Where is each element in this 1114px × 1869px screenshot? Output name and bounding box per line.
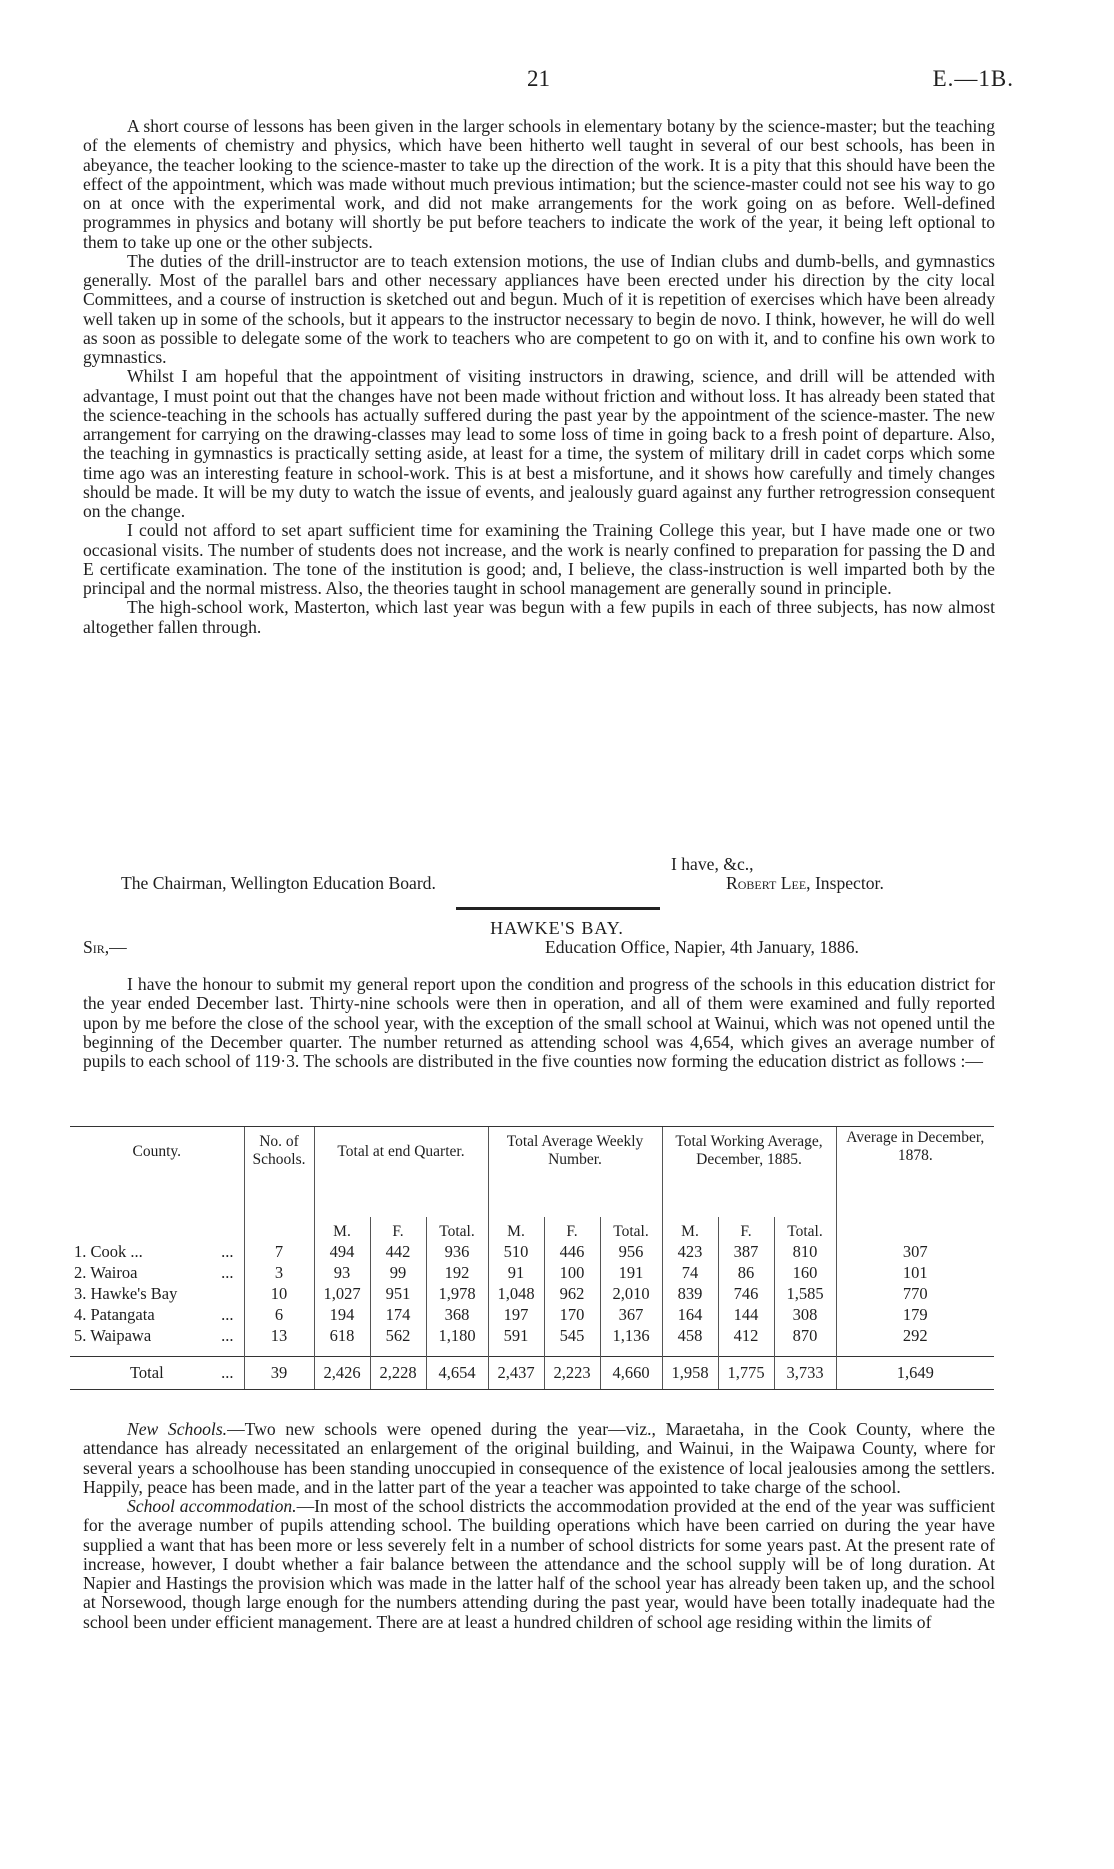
cell-wk-f: 170: [544, 1304, 600, 1325]
paragraph-training-college: I could not afford to set apart sufficient time for examining the Training College this year, but I have made one or two occasional visits. The number of students does not increase, and the work is nearly confined to preparation for passing the D and E certificate examination. The tone of the institution is good; and, I believe, the class-instruction is well imparted both by the principal and the normal mistress. Also, the theories taught in school management are generally sound in principle.: [83, 520, 995, 598]
cell-wk-m: 510: [488, 1241, 544, 1262]
leader-dots: ...: [221, 1304, 234, 1324]
county-label: 5. Waipawa: [74, 1325, 152, 1345]
wellington-report-body: [83, 117, 995, 637]
county-label: 2. Wairoa: [74, 1262, 138, 1282]
cell-wk-f: 962: [544, 1283, 600, 1304]
cell-wk-t: 956: [600, 1241, 662, 1262]
header-weekly-number: Total Average Weekly Number.: [488, 1127, 662, 1218]
cell-eq-m: 494: [314, 1241, 370, 1262]
sub-f: F.: [544, 1217, 600, 1241]
cell-eq-f: 951: [370, 1283, 426, 1304]
header-county: County.: [70, 1127, 244, 1218]
salutation: Sir,—: [83, 937, 127, 957]
cell-schools: 6: [244, 1304, 314, 1325]
cell-wa-m: 423: [662, 1241, 718, 1262]
cell-wk-t: 367: [600, 1304, 662, 1325]
table-row: [70, 1283, 994, 1304]
leader-dots: ...: [221, 1262, 234, 1282]
sub-f: F.: [718, 1217, 774, 1241]
cell-schools: 3: [244, 1262, 314, 1283]
cell-wk-t: 1,136: [600, 1325, 662, 1346]
cell-eq-f: 2,228: [370, 1356, 426, 1389]
statistics-table: [70, 1126, 994, 1390]
cell-wa-f: 412: [718, 1325, 774, 1346]
cell-wa-m: 839: [662, 1283, 718, 1304]
cell-wa-m: 458: [662, 1325, 718, 1346]
county-label: 3. Hawke's Bay: [74, 1283, 178, 1303]
county-label: 4. Patangata: [74, 1304, 155, 1324]
table-header-row: [70, 1127, 994, 1218]
cell-wa-t: 870: [774, 1325, 836, 1346]
table-row: [70, 1241, 994, 1262]
cell-wa-t: 308: [774, 1304, 836, 1325]
sub-m: M.: [488, 1217, 544, 1241]
county-label: 1. Cook ...: [74, 1241, 143, 1261]
cell-wk-f: 545: [544, 1325, 600, 1346]
county-label: Total: [130, 1362, 164, 1382]
new-schools-title: New Schools.: [127, 1419, 228, 1439]
cell-eq-t: 936: [426, 1241, 488, 1262]
cell-avg: 179: [836, 1304, 994, 1325]
cell-wa-m: 1,958: [662, 1356, 718, 1389]
paragraph-science: A short course of lessons has been given in the larger schools in elementary botany by the science-master; but the teaching of the elements of chemistry and physics, which have been hitherto well taught in several of our best schools, has been in abeyance, the teacher looking to the science-master to take up the direction of the work. It is a pity that this should have been the effect of the appointment, which was made without much previous intimation; but the science-master could not see his way to go on at once with the experimental work, and did not make arrangements for the work going on as before. Well-defined programmes in physics and botany will shortly be put before teachers to indicate the work of the year, it being left optional to them to take up one or the other subjects.: [83, 116, 995, 252]
cell-avg: 1,649: [836, 1356, 994, 1389]
cell-wk-m: 91: [488, 1262, 544, 1283]
cell-schools: 7: [244, 1241, 314, 1262]
cell-wk-m: 1,048: [488, 1283, 544, 1304]
cell-wk-m: 197: [488, 1304, 544, 1325]
cell-eq-m: 618: [314, 1325, 370, 1346]
paragraph-high-school: The high-school work, Masterton, which last year was begun with a few pupils in each of three subjects, has now almost altogether fallen through.: [83, 597, 995, 637]
cell-eq-m: 1,027: [314, 1283, 370, 1304]
table-row: [70, 1304, 994, 1325]
signature-title: , Inspector.: [806, 873, 884, 893]
county-name: [70, 1356, 244, 1389]
page-number: 21: [527, 66, 550, 91]
cell-wa-t: 1,585: [774, 1283, 836, 1304]
cell-wk-f: 2,223: [544, 1356, 600, 1389]
county-name: [70, 1241, 244, 1262]
table-spacer-row: [70, 1346, 994, 1356]
table-subheader-row: [70, 1217, 994, 1241]
paragraph-drill: The duties of the drill-instructor are to teach extension motions, the use of Indian clubs and dumb-bells, and gymnastics generally. Most of the parallel bars and other necessary appliances have been erected under his direction by the city local Committees, and a course of instruction is sketched out and begun. Much of it is repetition of exercises which have been already well taken up in some of the schools, but it appears to the instructor necessary to begin de novo. I think, however, he will do well as soon as possible to delegate some of the work to teachers who are competent to go on with it, and to confine his own work to gymnastics.: [83, 250, 995, 367]
county-name: [70, 1325, 244, 1346]
sub-m: M.: [314, 1217, 370, 1241]
paragraph-new-schools: [83, 1420, 995, 1497]
sub-f: F.: [370, 1217, 426, 1241]
cell-wk-m: 591: [488, 1325, 544, 1346]
sub-total: Total.: [426, 1217, 488, 1241]
cell-avg: 307: [836, 1241, 994, 1262]
cell-wk-f: 446: [544, 1241, 600, 1262]
leader-dots: ...: [221, 1241, 234, 1261]
hawkes-bay-intro: [83, 975, 995, 1071]
cell-schools: 10: [244, 1283, 314, 1304]
table-row: [70, 1262, 994, 1283]
county-statistics-table: [70, 1126, 994, 1394]
sub-total: Total.: [774, 1217, 836, 1241]
cell-wk-m: 2,437: [488, 1356, 544, 1389]
header-total-end-quarter: Total at end Quarter.: [314, 1127, 488, 1218]
cell-avg: 770: [836, 1283, 994, 1304]
cell-wa-t: 160: [774, 1262, 836, 1283]
header-schools: No. of Schools.: [244, 1127, 314, 1218]
cell-wk-t: 2,010: [600, 1283, 662, 1304]
cell-eq-t: 192: [426, 1262, 488, 1283]
leader-dots: ...: [221, 1362, 234, 1382]
sub-m: M.: [662, 1217, 718, 1241]
cell-wa-m: 164: [662, 1304, 718, 1325]
paragraph-accommodation: [83, 1497, 995, 1632]
table-body: [70, 1241, 994, 1389]
dateline: Education Office, Napier, 4th January, 1886.: [545, 937, 859, 957]
cell-wa-m: 74: [662, 1262, 718, 1283]
paragraph-intro: I have the honour to submit my general report upon the condition and progress of the schools in this education district for the year ended December last. Thirty-nine schools were then in operation, and all of them were examined and fully reported upon by me before the close of the school year, with the exception of the small school at Wainui, which was not opened until the beginning of the December quarter. The number returned as attending school was 4,654, which gives an average number of pupils to each school of 119·3. The schools are distributed in the five counties now forming the education district as follows :—: [83, 974, 995, 1071]
accommodation-title: School accommodation.: [127, 1496, 297, 1516]
cell-eq-m: 194: [314, 1304, 370, 1325]
county-name: [70, 1262, 244, 1283]
cell-wa-f: 86: [718, 1262, 774, 1283]
cell-eq-t: 4,654: [426, 1356, 488, 1389]
cell-eq-f: 442: [370, 1241, 426, 1262]
cell-eq-t: 1,978: [426, 1283, 488, 1304]
closing-line: I have, &c.,: [671, 854, 754, 874]
cell-wk-t: 4,660: [600, 1356, 662, 1389]
cell-schools: 13: [244, 1325, 314, 1346]
cell-avg: 292: [836, 1325, 994, 1346]
cell-avg: 101: [836, 1262, 994, 1283]
signature-name: Robert Lee: [726, 873, 807, 893]
section-heading: HAWKE'S BAY.: [490, 918, 624, 938]
cell-eq-t: 1,180: [426, 1325, 488, 1346]
section-divider: [456, 907, 660, 910]
header-average-1878: Average in December, 1878.: [836, 1127, 994, 1218]
cell-wk-t: 191: [600, 1262, 662, 1283]
cell-wa-f: 144: [718, 1304, 774, 1325]
cell-eq-f: 99: [370, 1262, 426, 1283]
county-name: [70, 1283, 244, 1304]
cell-wa-f: 387: [718, 1241, 774, 1262]
document-reference: E.—1B.: [932, 66, 1014, 91]
accommodation-text: —In most of the school districts the accommodation provided at the end of the year was sufficient for the average number of pupils attending school. The building operations which have been carried on during the year have supplied a want that has been more or less severely felt in a number of school districts for some years past. At the present rate of increase, however, I doubt whether a fair balance between the attendance and the school supply will be of long duration. At Napier and Hastings the provision which was made in the latter half of the school year has already been taken up, and the school at Norsewood, though large enough for the numbers attending during the past year, would have been totally inadequate had the school been under efficient management. There are at least a hundred children of school age residing within the limits of: [83, 1496, 995, 1632]
cell-wa-f: 1,775: [718, 1356, 774, 1389]
table-row: [70, 1325, 994, 1346]
sub-total: Total.: [600, 1217, 662, 1241]
addressee: The Chairman, Wellington Education Board.: [121, 873, 436, 893]
cell-schools: 39: [244, 1356, 314, 1389]
table-total-row: [70, 1356, 994, 1389]
cell-eq-t: 368: [426, 1304, 488, 1325]
header-working-average: Total Working Average, December, 1885.: [662, 1127, 836, 1218]
leader-dots: ...: [221, 1325, 234, 1345]
cell-wa-f: 746: [718, 1283, 774, 1304]
signature: [726, 873, 884, 894]
cell-wa-t: 3,733: [774, 1356, 836, 1389]
cell-wa-t: 810: [774, 1241, 836, 1262]
county-name: [70, 1304, 244, 1325]
cell-eq-f: 174: [370, 1304, 426, 1325]
cell-eq-m: 2,426: [314, 1356, 370, 1389]
hawkes-bay-continuation: [83, 1420, 995, 1632]
paragraph-instructors: Whilst I am hopeful that the appointment of visiting instructors in drawing, science, and drill will be attended with advantage, I must point out that the changes have not been made without friction and without loss. It has already been stated that the science-teaching in the schools has actually suffered during the past year by the appointment of the science-master. The new arrangement for carrying on the drawing-classes may lead to some loss of time in going back to a fresh point of departure. Also, the teaching in gymnastics is practically setting aside, at least for a time, the system of military drill in cadet corps which some time ago was an interesting feature in school-work. This is at best a misfortune, and it shows how carefully and timely changes should be made. It will be my duty to watch the issue of events, and jealously guard against any further retrogression consequent on the change.: [83, 366, 995, 521]
cell-eq-m: 93: [314, 1262, 370, 1283]
cell-wk-f: 100: [544, 1262, 600, 1283]
cell-eq-f: 562: [370, 1325, 426, 1346]
new-schools-text: —Two new schools were opened during the year—viz., Maraetaha, in the Cook County, where the attendance has already necessitated an enlargement of the original building, and Wainui, in the Waipawa County, where for several years a schoolhouse has been standing unoccupied in consequence of the existence of local jealousies among the settlers. Happily, peace has been made, and in the latter part of the year a teacher was appointed to take charge of the school.: [83, 1419, 995, 1497]
